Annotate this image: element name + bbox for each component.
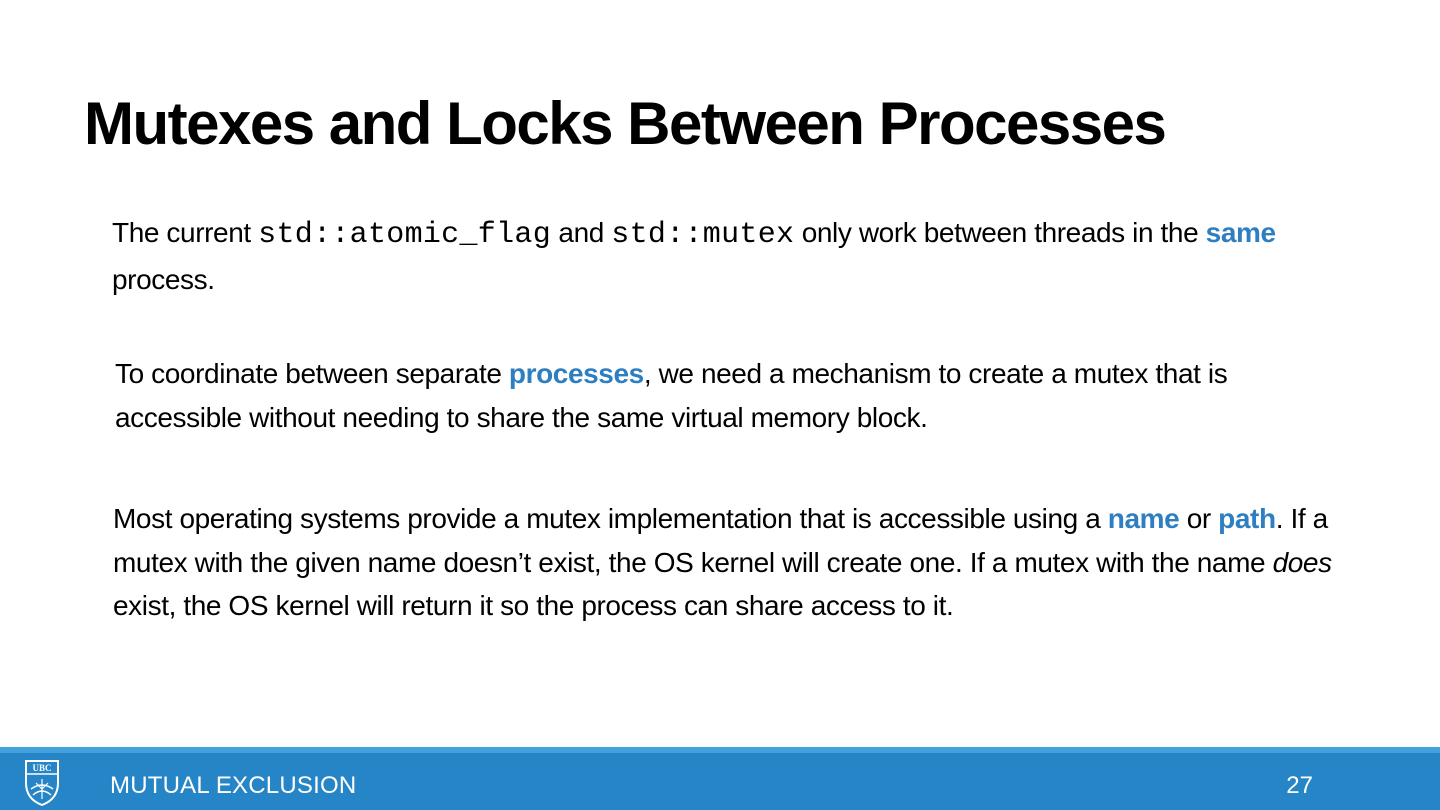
highlight-same: same: [1205, 217, 1276, 248]
paragraph-text: . If a mutex with the given name doesn’t exist, the OS kernel will create one. If a mutex with the name: [113, 503, 1328, 578]
paragraph-text: The current: [112, 217, 259, 248]
ubc-crest-logo: [24, 759, 60, 807]
paragraph-text: To coordinate between separate: [115, 358, 509, 389]
paragraph-processes: [115, 352, 1345, 439]
paragraph-text: exist, the OS kernel will return it so the process can share access to it.: [113, 590, 954, 621]
paragraph-threads: [112, 211, 1312, 301]
highlight-processes: processes: [508, 358, 644, 389]
highlight-path: path: [1218, 503, 1276, 534]
highlight-name: name: [1107, 503, 1180, 534]
emphasis-does: does: [1272, 546, 1332, 578]
page-number: 27: [1286, 772, 1313, 799]
paragraph-text: , we need a mechanism to create a mutex that is accessible without needing to share the same virtual memory block.: [115, 358, 1228, 433]
paragraph-text: or: [1179, 503, 1219, 534]
logo-text: UBC: [32, 763, 52, 773]
code-mutex: std::mutex: [611, 218, 795, 252]
footer-section-title: MUTUAL EXCLUSION: [110, 772, 357, 799]
paragraph-text: only work between threads in the: [794, 217, 1206, 248]
code-atomic-flag: std::atomic_flag: [258, 218, 552, 252]
paragraph-named-mutex: [113, 497, 1343, 628]
paragraph-text: and: [551, 217, 612, 248]
footer-bar: [0, 753, 1440, 810]
paragraph-text: Most operating systems provide a mutex implementation that is accessible using a: [113, 503, 1108, 534]
slide-title: Mutexes and Locks Between Processes: [84, 90, 1166, 157]
paragraph-text: process.: [112, 263, 215, 295]
